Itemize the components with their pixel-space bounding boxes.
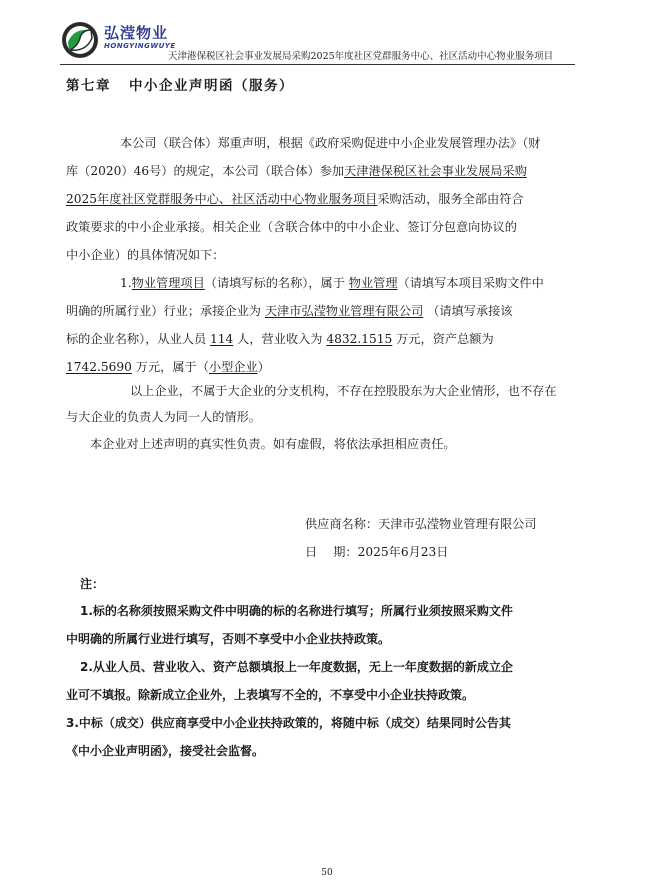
- company-logo-icon: [60, 20, 100, 60]
- body-line: 中小企业）的具体情况如下：: [66, 248, 225, 262]
- header-divider: [60, 64, 575, 65]
- supplier-name: 供应商名称：天津市弘滢物业管理有限公司: [305, 517, 537, 531]
- item-line: 标的企业名称），从业人员 114 人，营业收入为 4832.1515 万元，资产总额为: [66, 332, 494, 346]
- industry-field: 物业管理: [348, 276, 398, 290]
- body-line: 库（2020）46号）的规定，本公司（联合体）参加天津港保税区社会事业发展局采购: [66, 164, 527, 178]
- body-line: 本企业对上述声明的真实性负责。如有虚假，将依法承担相应责任。: [90, 437, 456, 451]
- revenue-field: 4832.1515: [326, 332, 393, 346]
- enterprise-size-field: 小型企业: [208, 360, 258, 374]
- notes-title: 注：: [80, 577, 105, 591]
- signature-date: 日 期：2025年6月23日: [305, 545, 449, 559]
- body-line: 政策要求的中小企业承接。相关企业（含联合体中的中小企业、签订分包意向协议的: [66, 220, 517, 234]
- underlined-field: 天津港保税区社会事业发展局采购: [344, 164, 527, 178]
- item-line: 1742.5690 万元，属于（小型企业）: [66, 360, 270, 374]
- body-line: 以上企业，不属于大企业的分支机构，不存在控股股东为大企业情形，也不存在: [130, 384, 557, 398]
- page-header: [60, 16, 580, 64]
- logo-text-en: HONGYINGWUYE: [104, 42, 176, 50]
- body-line: 与大企业的负责人为同一人的情形。: [66, 410, 261, 424]
- assets-field: 1742.5690: [66, 360, 132, 374]
- body-line: 2025年度社区党群服务中心、社区活动中心物业服务项目采购活动，服务全部由符合: [66, 192, 524, 206]
- note-line: 1.标的名称须按照采购文件中明确的标的名称进行填写；所属行业须按照采购文件: [80, 604, 513, 618]
- underlined-field: 2025年度社区党群服务中心、社区活动中心物业服务项目: [66, 192, 378, 206]
- note-line: 《中小企业声明函》，接受社会监督。: [66, 744, 265, 758]
- note-line: 2.从业人员、营业收入、资产总额填报上一年度数据，无上一年度数据的新成立企: [80, 660, 513, 674]
- note-line: 3.中标（成交）供应商享受中小企业扶持政策的，将随中标（成交）结果同时公告其: [66, 716, 511, 730]
- page-number: 50: [321, 868, 333, 878]
- chapter-heading: [66, 74, 294, 94]
- company-field: 天津市弘滢物业管理有限公司: [264, 304, 424, 318]
- header-project-title: 天津港保税区社会事业发展局采购2025年度社区党群服务中心、社区活动中心物业服务项目: [168, 51, 554, 62]
- logo-text-cn: 弘滢物业: [104, 24, 169, 42]
- note-line: 业可不填报。除新成立企业外，上表填写不全的，不享受中小企业扶持政策。: [66, 688, 475, 702]
- project-name-field: 物业管理项目: [131, 276, 205, 290]
- note-line: 中明确的所属行业进行填写，否则不享受中小企业扶持政策。: [66, 632, 391, 646]
- chapter-number: 第七章: [66, 78, 111, 94]
- body-line: 本公司（联合体）郑重声明，根据《政府采购促进中小企业发展管理办法》（财: [120, 136, 541, 150]
- chapter-title: 中小企业声明函（服务）: [129, 78, 294, 94]
- item-line: 1.物业管理项目（请填写标的名称），属于 物业管理（请填写本项目采购文件中: [120, 276, 544, 290]
- item-line: 明确的所属行业）行业；承接企业为 天津市弘滢物业管理有限公司 （请填写承接该: [66, 304, 513, 318]
- employees-field: 114: [210, 332, 234, 346]
